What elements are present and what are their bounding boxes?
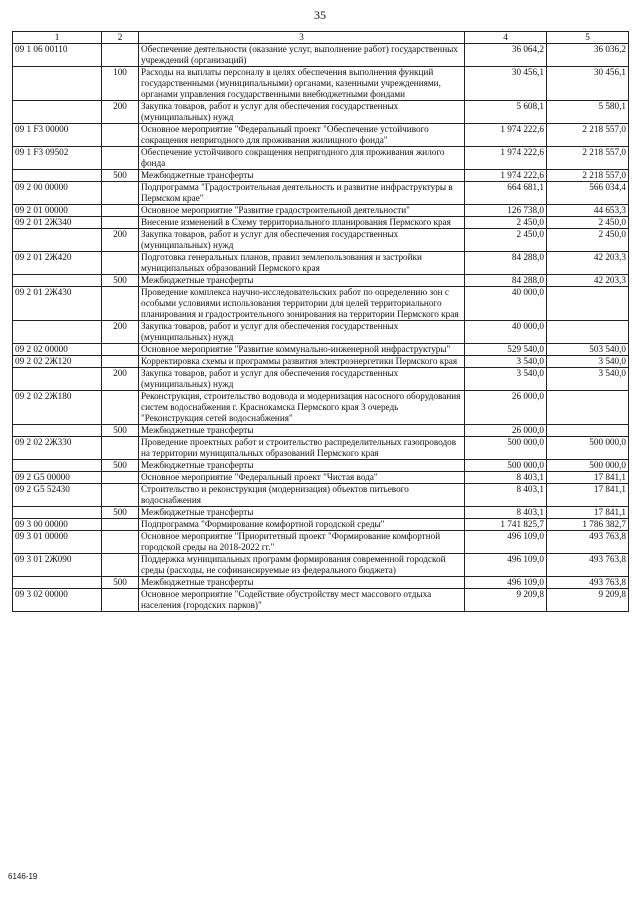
description-cell: Основное мероприятие "Федеральный проект "Обеспечение устойчивого сокращения непригодного для проживания жилищного фонда" — [139, 124, 465, 147]
target-code-cell — [13, 460, 102, 472]
target-code-cell: 09 3 02 00000 — [13, 589, 102, 612]
description-cell: Подпрограмма "Формирование комфортной городской среды" — [139, 519, 465, 531]
expense-type-cell — [102, 182, 139, 205]
target-code-cell: 09 2 02 2Ж330 — [13, 437, 102, 460]
amount-2020-cell: 1 974 222,6 — [465, 147, 547, 170]
amount-2020-cell: 1 741 825,7 — [465, 519, 547, 531]
expense-type-cell — [102, 554, 139, 577]
target-code-cell — [13, 170, 102, 182]
expense-type-cell: 500 — [102, 577, 139, 589]
expense-type-cell: 100 — [102, 67, 139, 101]
amount-2021-cell: 17 841,1 — [547, 507, 629, 519]
amount-2020-cell: 9 209,8 — [465, 589, 547, 612]
description-cell: Основное мероприятие "Развитие градостроительной деятельности" — [139, 205, 465, 217]
amount-2021-cell: 36 036,2 — [547, 44, 629, 67]
expense-type-cell — [102, 519, 139, 531]
target-code-cell: 09 3 01 00000 — [13, 531, 102, 554]
table-row — [13, 484, 629, 507]
amount-2021-cell — [547, 287, 629, 321]
amount-2020-cell: 3 540,0 — [465, 356, 547, 368]
amount-2020-cell: 84 288,0 — [465, 252, 547, 275]
table-row — [13, 217, 629, 229]
amount-2021-cell — [547, 425, 629, 437]
table-row — [13, 170, 629, 182]
table-row — [13, 437, 629, 460]
amount-2021-cell: 30 456,1 — [547, 67, 629, 101]
document-code: 6146-19 — [8, 872, 38, 881]
expense-type-cell — [102, 205, 139, 217]
expense-type-cell — [102, 437, 139, 460]
description-cell: Межбюджетные трансферты — [139, 425, 465, 437]
amount-2020-cell: 26 000,0 — [465, 425, 547, 437]
amount-2021-cell: 2 218 557,0 — [547, 124, 629, 147]
target-code-cell: 09 3 00 00000 — [13, 519, 102, 531]
table-row — [13, 472, 629, 484]
table-row — [13, 205, 629, 217]
amount-2021-cell: 2 218 557,0 — [547, 147, 629, 170]
amount-2021-cell: 2 450,0 — [547, 229, 629, 252]
amount-2020-cell: 496 109,0 — [465, 554, 547, 577]
amount-2020-cell: 664 681,1 — [465, 182, 547, 205]
expense-type-cell: 500 — [102, 507, 139, 519]
amount-2020-cell: 496 109,0 — [465, 577, 547, 589]
description-cell: Межбюджетные трансферты — [139, 507, 465, 519]
expense-type-cell — [102, 287, 139, 321]
table-row — [13, 275, 629, 287]
expense-type-cell: 500 — [102, 170, 139, 182]
amount-2020-cell: 496 109,0 — [465, 531, 547, 554]
expense-type-cell — [102, 531, 139, 554]
description-cell: Межбюджетные трансферты — [139, 460, 465, 472]
expense-type-cell: 200 — [102, 321, 139, 344]
description-cell: Расходы на выплаты персоналу в целях обеспечения выполнения функций государственными (муниципальными) органами, казенными учреждениями, органами управления государственными внебюджетными фондами — [139, 67, 465, 101]
description-cell: Закупка товаров, работ и услуг для обеспечения государственных (муниципальных) нужд — [139, 321, 465, 344]
expense-type-cell — [102, 252, 139, 275]
table-row — [13, 554, 629, 577]
amount-2021-cell: 42 203,3 — [547, 252, 629, 275]
amount-2021-cell: 17 841,1 — [547, 484, 629, 507]
table-row — [13, 321, 629, 344]
table-row — [13, 67, 629, 101]
amount-2021-cell: 493 763,8 — [547, 531, 629, 554]
description-cell: Реконструкция, строительство водовода и модернизация насосного оборудования систем водоснабжения г. Краснокамска Пермского края 3 очередь "Реконструкция сетей водоснабжения" — [139, 391, 465, 425]
column-header: 2 — [102, 32, 139, 44]
description-cell: Основное мероприятие "Федеральный проект "Чистая вода" — [139, 472, 465, 484]
amount-2021-cell: 42 203,3 — [547, 275, 629, 287]
description-cell: Закупка товаров, работ и услуг для обеспечения государственных (муниципальных) нужд — [139, 101, 465, 124]
table-row — [13, 589, 629, 612]
amount-2021-cell: 2 450,0 — [547, 217, 629, 229]
table-body — [13, 44, 629, 612]
expense-type-cell: 200 — [102, 368, 139, 391]
target-code-cell: 09 1 F3 09502 — [13, 147, 102, 170]
target-code-cell: 09 2 G5 00000 — [13, 472, 102, 484]
amount-2021-cell: 3 540,0 — [547, 368, 629, 391]
amount-2021-cell: 2 218 557,0 — [547, 170, 629, 182]
table-row — [13, 507, 629, 519]
expense-type-cell: 500 — [102, 425, 139, 437]
amount-2020-cell: 40 000,0 — [465, 287, 547, 321]
amount-2020-cell: 5 608,1 — [465, 101, 547, 124]
table-row — [13, 124, 629, 147]
amount-2021-cell: 1 786 382,7 — [547, 519, 629, 531]
amount-2020-cell: 2 450,0 — [465, 217, 547, 229]
amount-2020-cell: 84 288,0 — [465, 275, 547, 287]
target-code-cell: 09 1 06 00110 — [13, 44, 102, 67]
description-cell: Межбюджетные трансферты — [139, 170, 465, 182]
target-code-cell — [13, 275, 102, 287]
amount-2020-cell: 3 540,0 — [465, 368, 547, 391]
description-cell: Подготовка генеральных планов, правил землепользования и застройки муниципальных образований Пермского края — [139, 252, 465, 275]
target-code-cell — [13, 577, 102, 589]
amount-2020-cell: 40 000,0 — [465, 321, 547, 344]
amount-2020-cell: 8 403,1 — [465, 484, 547, 507]
description-cell: Межбюджетные трансферты — [139, 577, 465, 589]
description-cell: Подпрограмма "Градостроительная деятельность и развитие инфраструктуры в Пермском крае" — [139, 182, 465, 205]
amount-2021-cell — [547, 391, 629, 425]
description-cell: Корректировка схемы и программы развития электроэнергетики Пермского края — [139, 356, 465, 368]
amount-2021-cell: 5 580,1 — [547, 101, 629, 124]
expense-type-cell — [102, 472, 139, 484]
description-cell: Основное мероприятие "Приоритетный проект "Формирование комфортной городской среды на 2018-2022 гг." — [139, 531, 465, 554]
target-code-cell: 09 3 01 2Ж090 — [13, 554, 102, 577]
amount-2021-cell: 500 000,0 — [547, 437, 629, 460]
target-code-cell — [13, 101, 102, 124]
amount-2021-cell: 17 841,1 — [547, 472, 629, 484]
target-code-cell: 09 2 02 2Ж180 — [13, 391, 102, 425]
table-row — [13, 344, 629, 356]
target-code-cell — [13, 425, 102, 437]
description-cell: Проведение комплекса научно-исследовательских работ по определению зон с особыми условиями использования территории для целей территориального планирования и градостроительного зонирования на территории Пермского края — [139, 287, 465, 321]
table-row — [13, 425, 629, 437]
target-code-cell: 09 2 G5 52430 — [13, 484, 102, 507]
description-cell: Обеспечение устойчивого сокращения непригодного для проживания жилого фонда — [139, 147, 465, 170]
description-cell: Поддержка муниципальных программ формирования современной городской среды (расходы, не софинансируемые из федерального бюджета) — [139, 554, 465, 577]
target-code-cell: 09 2 01 2Ж340 — [13, 217, 102, 229]
description-cell: Внесение изменений в Схему территориального планирования Пермского края — [139, 217, 465, 229]
description-cell: Закупка товаров, работ и услуг для обеспечения государственных (муниципальных) нужд — [139, 229, 465, 252]
expense-type-cell: 500 — [102, 275, 139, 287]
target-code-cell — [13, 229, 102, 252]
target-code-cell — [13, 321, 102, 344]
description-cell: Закупка товаров, работ и услуг для обеспечения государственных (муниципальных) нужд — [139, 368, 465, 391]
table-row — [13, 44, 629, 67]
column-header: 1 — [13, 32, 102, 44]
amount-2020-cell: 30 456,1 — [465, 67, 547, 101]
amount-2020-cell: 1 974 222,6 — [465, 124, 547, 147]
header-row — [13, 32, 629, 44]
table-row — [13, 577, 629, 589]
expense-type-cell — [102, 356, 139, 368]
expense-type-cell — [102, 344, 139, 356]
table-row — [13, 101, 629, 124]
table-row — [13, 147, 629, 170]
expense-type-cell — [102, 124, 139, 147]
description-cell: Основное мероприятие "Развитие коммунально-инженерной инфраструктуры" — [139, 344, 465, 356]
description-cell: Проведение проектных работ и строительство распределительных газопроводов на территории муниципальных образований Пермского края — [139, 437, 465, 460]
description-cell: Основное мероприятие "Содействие обустройству мест массового отдыха населения (городских парков)" — [139, 589, 465, 612]
amount-2020-cell: 2 450,0 — [465, 229, 547, 252]
target-code-cell: 09 2 02 00000 — [13, 344, 102, 356]
target-code-cell — [13, 368, 102, 391]
amount-2020-cell: 529 540,0 — [465, 344, 547, 356]
target-code-cell: 09 2 01 00000 — [13, 205, 102, 217]
target-code-cell — [13, 507, 102, 519]
table-row — [13, 531, 629, 554]
description-cell: Обеспечение деятельности (оказание услуг, выполнение работ) государственных учреждений (организаций) — [139, 44, 465, 67]
amount-2021-cell: 566 034,4 — [547, 182, 629, 205]
expense-type-cell: 200 — [102, 101, 139, 124]
description-cell: Строительство и реконструкция (модернизация) объектов питьевого водоснабжения — [139, 484, 465, 507]
amount-2021-cell: 503 540,0 — [547, 344, 629, 356]
amount-2020-cell: 26 000,0 — [465, 391, 547, 425]
amount-2021-cell: 9 209,8 — [547, 589, 629, 612]
amount-2020-cell: 500 000,0 — [465, 437, 547, 460]
expense-type-cell — [102, 391, 139, 425]
amount-2020-cell: 1 974 222,6 — [465, 170, 547, 182]
column-header: 3 — [139, 32, 465, 44]
table-row — [13, 368, 629, 391]
amount-2020-cell: 126 738,0 — [465, 205, 547, 217]
description-cell: Межбюджетные трансферты — [139, 275, 465, 287]
amount-2021-cell: 493 763,8 — [547, 577, 629, 589]
expense-type-cell — [102, 217, 139, 229]
table-row — [13, 460, 629, 472]
target-code-cell: 09 2 01 2Ж430 — [13, 287, 102, 321]
expense-type-cell — [102, 44, 139, 67]
page-number: 35 — [314, 8, 326, 22]
amount-2021-cell: 3 540,0 — [547, 356, 629, 368]
table-row — [13, 229, 629, 252]
amount-2021-cell — [547, 321, 629, 344]
amount-2020-cell: 36 064,2 — [465, 44, 547, 67]
amount-2021-cell: 44 653,3 — [547, 205, 629, 217]
expense-type-cell: 200 — [102, 229, 139, 252]
expense-type-cell: 500 — [102, 460, 139, 472]
column-header: 4 — [465, 32, 547, 44]
column-header: 5 — [547, 32, 629, 44]
target-code-cell: 09 1 F3 00000 — [13, 124, 102, 147]
target-code-cell: 09 2 00 00000 — [13, 182, 102, 205]
amount-2021-cell: 493 763,8 — [547, 554, 629, 577]
table-row — [13, 287, 629, 321]
expense-type-cell — [102, 484, 139, 507]
target-code-cell: 09 2 02 2Ж120 — [13, 356, 102, 368]
target-code-cell — [13, 67, 102, 101]
table-row — [13, 356, 629, 368]
expense-type-cell — [102, 147, 139, 170]
table-row — [13, 252, 629, 275]
amount-2020-cell: 8 403,1 — [465, 472, 547, 484]
amount-2020-cell: 8 403,1 — [465, 507, 547, 519]
expense-type-cell — [102, 589, 139, 612]
target-code-cell: 09 2 01 2Ж420 — [13, 252, 102, 275]
table-row — [13, 391, 629, 425]
table-row — [13, 182, 629, 205]
table-row — [13, 519, 629, 531]
amount-2020-cell: 500 000,0 — [465, 460, 547, 472]
amount-2021-cell: 500 000,0 — [547, 460, 629, 472]
budget-table — [12, 31, 629, 612]
